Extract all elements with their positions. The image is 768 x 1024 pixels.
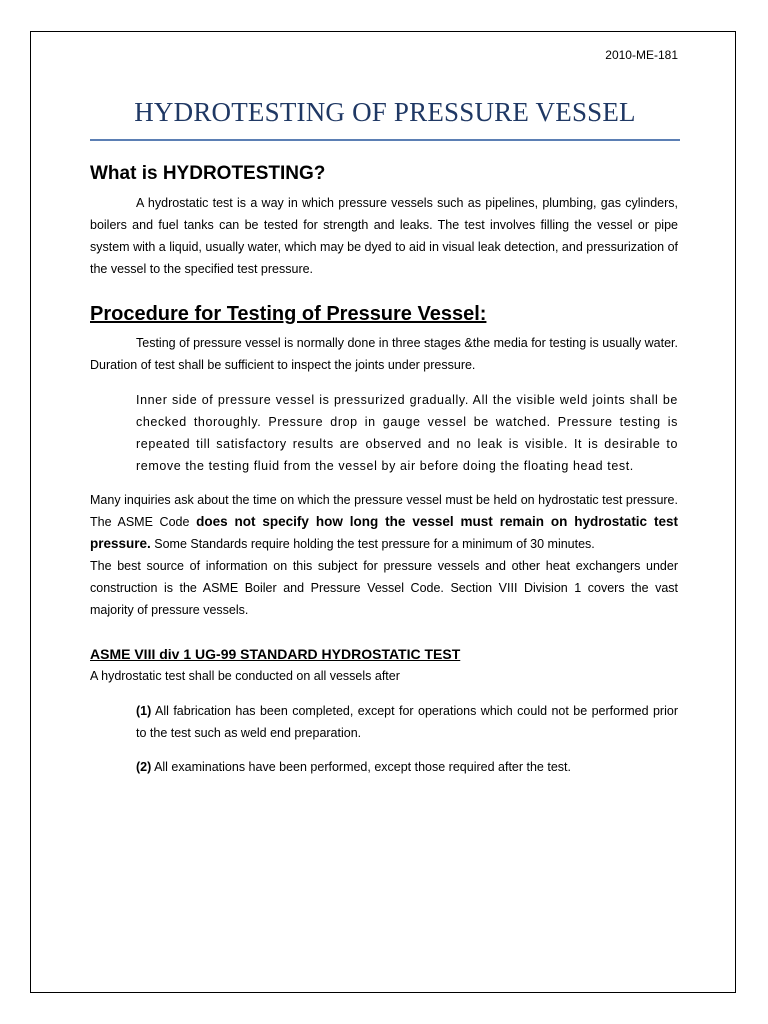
section-heading-procedure: Procedure for Testing of Pressure Vessel: [90, 303, 487, 325]
procedure-paragraph-2: Inner side of pressure vessel is pressurized gradually. All the visible weld joints shall be checked thoroughly. Pressure drop in gauge vessel be watched. Pressure testing is repeated till satisfactory results are observed and no leak is visible. It is desirable to remove the testing fluid from the vessel by air before doing the floating head test. [136, 392, 678, 473]
document-title: HYDROTESTING OF PRESSURE VESSEL [134, 97, 636, 127]
para3-end-text: Some Standards require holding the test pressure for a minimum of 30 minutes. [150, 537, 595, 551]
procedure-paragraph-3 [90, 489, 678, 555]
document-body [90, 160, 678, 791]
definition-paragraph: A hydrostatic test is a way in which pressure vessels such as pipelines, plumbing, gas cylinders, boilers and fuel tanks can be tested for strength and leaks. The test involves filling the vessel or pipe system with a liquid, usually water, which may be dyed to aid in visual leak detection, and pressurization of the vessel to the specified test pressure. [90, 196, 678, 276]
section-heading-what-is: What is HYDROTESTING? [90, 163, 326, 184]
list-item [136, 700, 678, 744]
para3-start-text: Many inquiries ask about the time on which the pressure vessel must be held on hydrostatic test pressure. The ASME Code [90, 493, 678, 529]
list-item-number: (2) [136, 760, 152, 774]
list-item-number: (1) [136, 703, 152, 718]
list-item [136, 756, 678, 778]
procedure-paragraph-1: Testing of pressure vessel is normally done in three stages &the media for testing is usually water. Duration of test shall be sufficient to inspect the joints under pressure. [90, 336, 678, 372]
para3-bold-text: does not specify how long the vessel must remain on hydrostatic test pressure. [90, 514, 678, 551]
procedure-paragraph-4: The best source of information on this subject for pressure vessels and other heat exchangers under construction is the ASME Boiler and Pressure Vessel Code. Section VIII Division 1 covers the vast majority of pressure vessels. [90, 559, 678, 617]
document-code: 2010-ME-181 [605, 48, 678, 62]
list-item-text: All examinations have been performed, except those required after the test. [151, 760, 571, 774]
asme-intro: A hydrostatic test shall be conducted on all vessels after [90, 669, 400, 683]
title-rule [90, 139, 680, 141]
section-heading-asme: ASME VIII div 1 UG-99 STANDARD HYDROSTATIC TEST [90, 646, 461, 662]
list-item-text: All fabrication has been completed, except for operations which could not be performed prior to the test such as weld end preparation. [136, 703, 678, 740]
